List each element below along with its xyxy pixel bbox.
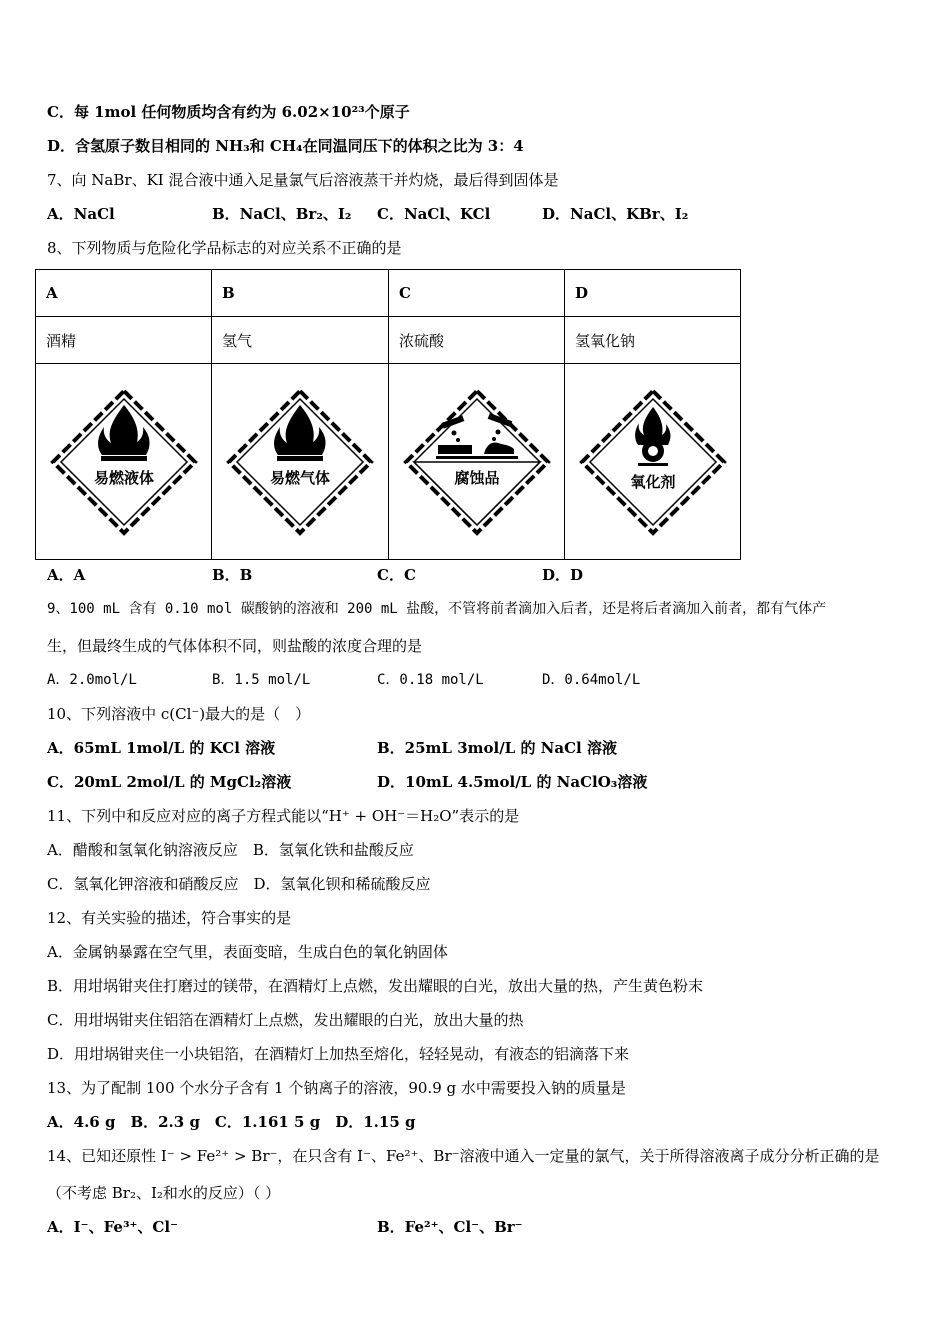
flammable-gas-sign <box>225 387 375 537</box>
q11-options-cd: C．氢氧化钾溶液和硝酸反应 D．氢氧化钡和稀硫酸反应 <box>47 875 431 893</box>
q14-stem-line2: （不考虑 Br₂、I₂和水的反应）（ ） <box>47 1184 281 1202</box>
oxidizer-sign <box>578 387 728 537</box>
col-header-a: A <box>36 270 212 317</box>
hazard-sign-table <box>35 269 741 560</box>
substance-c: 浓硫酸 <box>389 317 565 364</box>
q10-option-a: A．65mL 1mol/L 的 KCl 溶液 <box>47 739 276 757</box>
flammable-liquid-sign <box>49 387 199 537</box>
q10-option-d: D．10mL 4.5mol/L 的 NaClO₃溶液 <box>377 773 648 791</box>
col-header-d: D <box>565 270 741 317</box>
q10-option-b: B．25mL 3mol/L 的 NaCl 溶液 <box>377 739 617 757</box>
q9-option-c: C．0.18 mol/L <box>377 672 484 688</box>
sign-label-b: 易燃气体 <box>269 468 331 487</box>
q9-option-a: A．2.0mol/L <box>47 672 137 688</box>
sign-cell-d <box>565 364 741 560</box>
substance-b: 氢气 <box>212 317 389 364</box>
q13-options: A．4.6 g B．2.3 g C．1.161 5 g D．1.15 g <box>47 1113 416 1131</box>
substance-d: 氢氧化钠 <box>565 317 741 364</box>
q7-stem: 7、向 NaBr、KI 混合液中通入足量氯气后溶液蒸干并灼烧，最后得到固体是 <box>47 171 559 189</box>
sign-label-c: 腐蚀品 <box>453 468 500 487</box>
q7-option-b: B．NaCl、Br₂、I₂ <box>212 205 352 223</box>
q7-option-c: C．NaCl、KCl <box>377 205 491 223</box>
q8-option-c: C．C <box>377 566 416 584</box>
q12-stem: 12、有关实验的描述，符合事实的是 <box>47 909 292 927</box>
q8-option-b: B．B <box>212 566 253 584</box>
q12-option-c: C．用坩埚钳夹住铝箔在酒精灯上点燃，发出耀眼的白光，放出大量的热 <box>47 1011 524 1029</box>
q10-option-c: C．20mL 2mol/L 的 MgCl₂溶液 <box>47 773 292 791</box>
col-header-b: B <box>212 270 389 317</box>
q10-stem: 10、下列溶液中 c(Cl⁻)最大的是（ ） <box>47 705 311 723</box>
q8-option-d: D．D <box>542 566 584 584</box>
q9-option-b: B．1.5 mol/L <box>212 672 311 688</box>
substance-a: 酒精 <box>36 317 212 364</box>
corrosive-sign <box>402 387 552 537</box>
q7-option-a: A．NaCl <box>47 205 115 223</box>
sign-cell-a <box>36 364 212 560</box>
q6-option-c: C．每 1mol 任何物质均含有约为 6.02×10²³个原子 <box>47 103 410 121</box>
q11-stem: 11、下列中和反应对应的离子方程式能以“H⁺ + OH⁻＝H₂O”表示的是 <box>47 807 520 825</box>
q13-stem: 13、为了配制 100 个水分子含有 1 个钠离子的溶液，90.9 g 水中需要投入钠的质量是 <box>47 1079 626 1097</box>
q14-stem-line1: 14、已知还原性 I⁻ > Fe²⁺ > Br⁻，在只含有 I⁻、Fe²⁺、Br⁻溶液中通入一定量的氯气，关于所得溶液离子成分分析正确的是 <box>47 1147 880 1165</box>
sign-cell-c <box>389 364 565 560</box>
q12-option-a: A．金属钠暴露在空气里，表面变暗，生成白色的氧化钠固体 <box>47 943 448 961</box>
q9-stem-line1: 9、100 mL 含有 0.10 mol 碳酸钠的溶液和 200 mL 盐酸，不管将前者滴加入后者，还是将后者滴加入前者，都有气体产 <box>47 601 827 617</box>
sign-label-a: 易燃液体 <box>93 468 154 487</box>
sign-cell-b <box>212 364 389 560</box>
q8-stem: 8、下列物质与危险化学品标志的对应关系不正确的是 <box>47 239 402 257</box>
q6-option-d: D．含氢原子数目相同的 NH₃和 CH₄在同温同压下的体积之比为 3：4 <box>47 137 524 155</box>
q9-stem-line2: 生，但最终生成的气体体积不同，则盐酸的浓度合理的是 <box>47 637 423 655</box>
q12-option-b: B．用坩埚钳夹住打磨过的镁带，在酒精灯上点燃，发出耀眼的白光，放出大量的热，产生黄色粉末 <box>47 977 704 995</box>
q8-option-a: A．A <box>47 566 86 584</box>
q9-option-d: D．0.64mol/L <box>542 672 641 688</box>
q12-option-d: D．用坩埚钳夹住一小块铝箔，在酒精灯上加热至熔化，轻轻晃动，有液态的铝滴落下来 <box>47 1045 630 1063</box>
sign-label-d: 氧化剂 <box>629 472 676 491</box>
q14-option-b: B．Fe²⁺、Cl⁻、Br⁻ <box>377 1218 523 1236</box>
q7-option-d: D．NaCl、KBr、I₂ <box>542 205 689 223</box>
q14-option-a: A．I⁻、Fe³⁺、Cl⁻ <box>47 1218 178 1236</box>
q11-options-ab: A．醋酸和氢氧化钠溶液反应 B．氢氧化铁和盐酸反应 <box>47 841 414 859</box>
col-header-c: C <box>389 270 565 317</box>
